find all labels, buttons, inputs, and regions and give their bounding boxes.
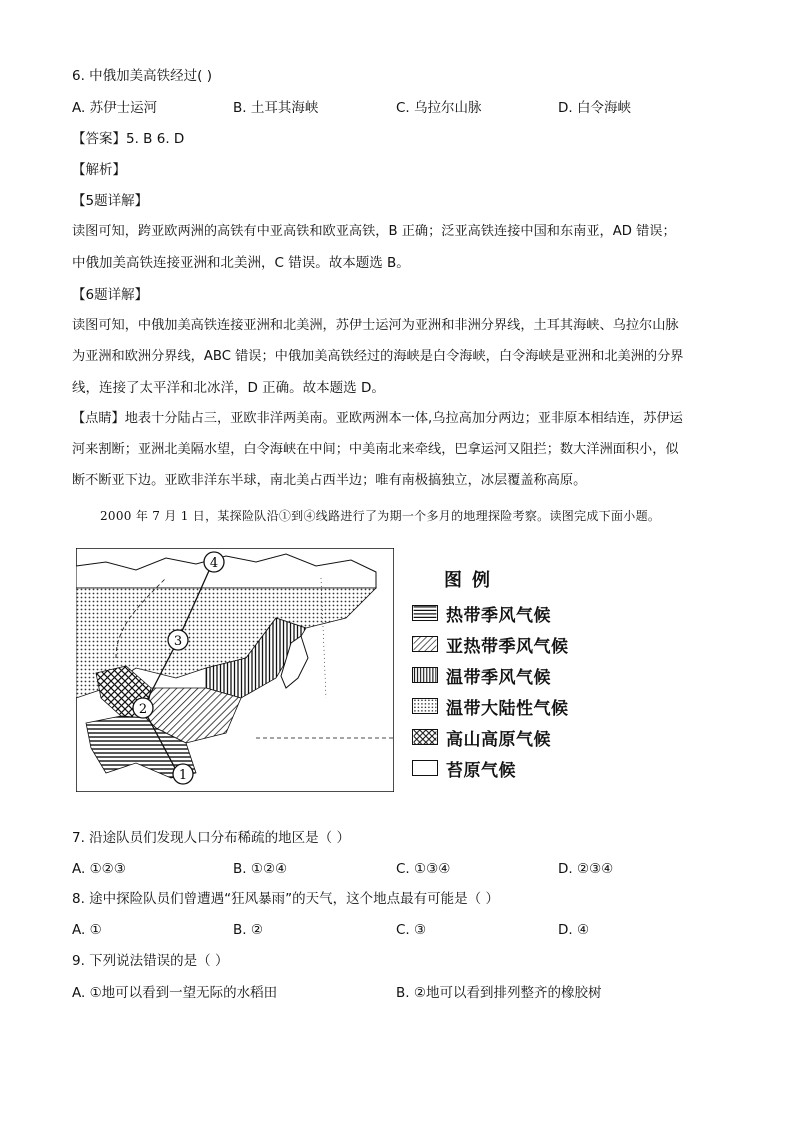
legend-item-temperate-continental: [412, 695, 569, 717]
climate-map: [76, 548, 394, 792]
legend-title: 图例: [444, 570, 500, 591]
answer-line: [72, 129, 184, 149]
q8-option-c: C. ③: [396, 922, 427, 938]
legend-item-temperate-monsoon: [412, 664, 551, 686]
legend-swatch-diagonal-lines: [412, 636, 438, 652]
legend-item-tundra: [412, 757, 516, 779]
svg-text:2: 2: [138, 702, 148, 717]
q6-option-d: D. 白令海峡: [558, 100, 631, 116]
q6-detail-line-2: 为亚洲和欧洲分界线，ABC 错误；中俄加美高铁经过的海峡是白令海峡，白令海峡是亚洲和北美洲的分界: [72, 349, 684, 364]
svg-text:3: 3: [173, 634, 183, 649]
route-marker-4: [204, 552, 224, 572]
tips-line-1: [72, 409, 683, 429]
q9-option-a: A. ①地可以看到一望无际的水稻田: [72, 985, 278, 1001]
q7-option-a: A. ①②③: [72, 861, 126, 877]
q9-stem: 9. 下列说法错误的是（ ）: [72, 953, 229, 969]
legend-label: 热带季风气候: [446, 605, 551, 626]
q5-detail-line-1: 读图可知，跨亚欧两洲的高铁有中亚高铁和欧亚高铁，B 正确；泛亚高铁连接中国和东南亚，AD 错误；: [72, 224, 676, 239]
q6-detail-tag: 【6题详解】: [72, 287, 149, 303]
q6-detail-line-3: 线，连接了太平洋和北冰洋，D 正确。故本题选 D。: [72, 380, 385, 396]
q8-option-d: D. ④: [558, 922, 590, 938]
tips-line-2: 河来割断；亚洲北美隔水望，白令海峡在中间；中美南北来牵线，巴拿运河又阻拦；数大洋洲面积小，似: [72, 442, 679, 457]
q7-option-b: B. ①②④: [233, 861, 288, 877]
q6-stem: 6. 中俄加美高铁经过( ): [72, 68, 212, 84]
q6-option-c: C. 乌拉尔山脉: [396, 100, 482, 116]
route-marker-1: [173, 764, 193, 784]
legend-item-highland: [412, 726, 551, 748]
legend-swatch-crosshatch: [412, 729, 438, 745]
q6-option-a: A. 苏伊士运河: [72, 100, 158, 116]
svg-text:4: 4: [209, 556, 219, 571]
route-marker-3: [168, 630, 188, 650]
legend-label: 高山高原气候: [446, 729, 551, 750]
legend-swatch-dots: [412, 698, 438, 714]
legend-swatch-blank: [412, 760, 438, 776]
legend-label: 温带季风气候: [446, 667, 551, 688]
q6-option-b: B. 土耳其海峡: [233, 100, 319, 116]
legend-label: 苔原气候: [446, 760, 516, 781]
q8-stem: 8. 途中探险队员们曾遭遇“狂风暴雨”的天气，这个地点最有可能是（ ）: [72, 891, 499, 907]
q6-detail-line-1: 读图可知，中俄加美高铁连接亚洲和北美洲，苏伊士运河为亚洲和非洲分界线，土耳其海峡、乌拉尔山脉: [72, 318, 679, 333]
answer-text: 5. B 6. D: [126, 131, 185, 147]
legend-label: 温带大陆性气候: [446, 698, 569, 719]
tips-tag: 【点睛】: [72, 411, 125, 426]
route-marker-2: [133, 698, 153, 718]
q8-option-b: B. ②: [233, 922, 263, 938]
q5-detail-line-2: 中俄加美高铁连接亚洲和北美洲，C 错误。故本题选 B。: [72, 255, 410, 271]
answer-tag: 【答案】: [72, 131, 126, 147]
group-intro: 2000 年 7 月 1 日，某探险队沿①到④线路进行了为期一个多月的地理探险考察。读图完成下面小题。: [100, 509, 661, 523]
q7-option-d: D. ②③④: [558, 861, 614, 877]
tips-text-1: 地表十分陆占三，亚欧非洋两美南。亚欧两洲本一体,乌拉高加分两边；亚非原本相结连，苏伊运: [124, 411, 683, 426]
map-legend: [408, 566, 588, 788]
tips-line-3: 断不断亚下边。亚欧非洋东半球，南北美占西半边；唯有南极搞独立，冰层覆盖称高原。: [72, 473, 587, 488]
legend-label: 亚热带季风气候: [446, 636, 569, 657]
analysis-tag: 【解析】: [72, 162, 126, 178]
q9-option-b: B. ②地可以看到排列整齐的橡胶树: [396, 985, 602, 1001]
q7-option-c: C. ①③④: [396, 861, 451, 877]
legend-item-tropical-monsoon: [412, 602, 551, 624]
legend-swatch-vertical-lines: [412, 667, 438, 683]
q7-stem: 7. 沿途队员们发现人口分布稀疏的地区是（ ）: [72, 830, 350, 846]
q8-option-a: A. ①: [72, 922, 102, 938]
legend-swatch-horizontal-lines: [412, 605, 438, 621]
svg-text:1: 1: [178, 768, 188, 783]
q5-detail-tag: 【5题详解】: [72, 193, 149, 209]
legend-item-subtropical-monsoon: [412, 633, 569, 655]
